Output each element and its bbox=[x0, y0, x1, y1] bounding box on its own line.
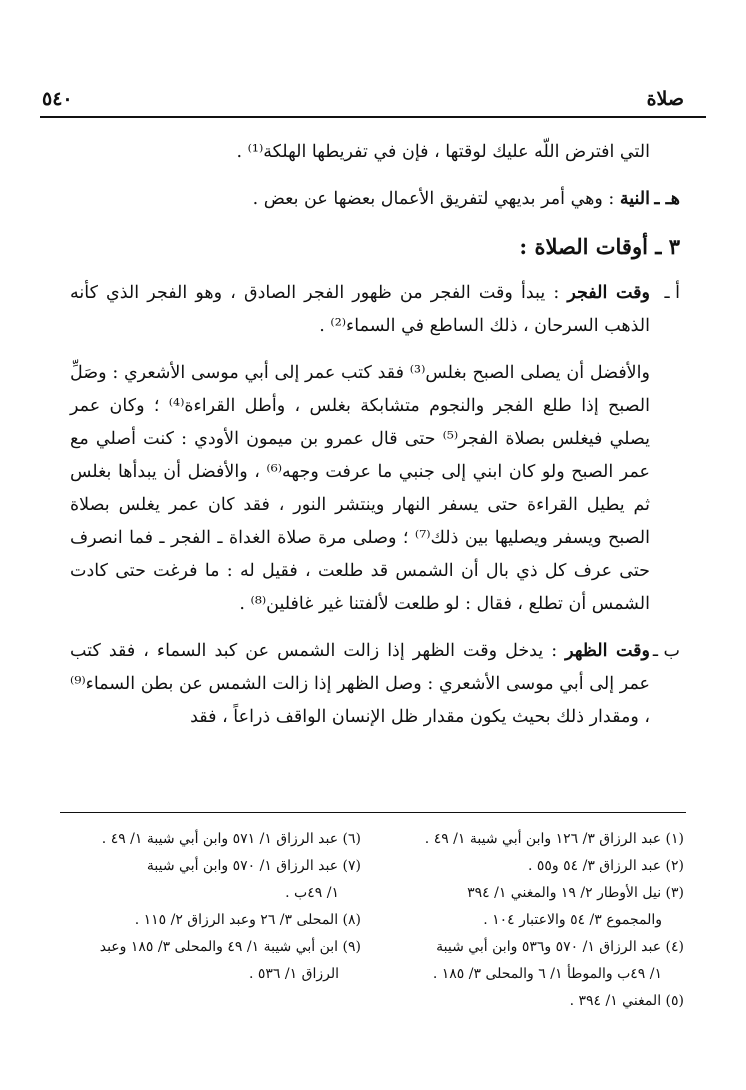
paragraph-fajr-detail: والأفضل أن يصلى الصبح بغلس⁽³⁾ فقد كتب عمر إلى أبي موسى الأشعري : وصَلِّ الصبح إذا طلع الفجر والنجوم متشابكة بغلس ، وأطل القراءة⁽⁴⁾ ؛ وكان عمر يصلي فيغلس بصلاة الفجر⁽⁵⁾ حتى قال عمرو بن ميمون الأودي : كنت أصلي مع عمر الصبح ولو كان ابني إلى جنبي ما عرفت وجهه⁽⁶⁾ ، والأفضل أن يبدأها بغلس ثم يطيل القراءة حتى يسفر النهار وينتشر النور ، فقد كان عمر يغلس بصلاة الصبح ويسفر ويصليها بين ذلك⁽⁷⁾ ؛ وصلى مرة صلاة الغداة ـ الفجر ـ فما انصرف حتى عرف كل ذي بال أن الشمس قد طلعت ، فقيل له : ما فرغت حتى كادت الشمس أن تطلع ، فقال : لو طلعت لألفتنا غير غافلين⁽⁸⁾ . bbox=[70, 363, 651, 614]
item-term: وقت الظهر bbox=[565, 641, 650, 661]
item-fajr bbox=[70, 277, 680, 343]
item-content bbox=[70, 183, 650, 216]
footnotes-left-column bbox=[58, 826, 361, 1015]
footnotes-right-column bbox=[361, 826, 684, 1015]
footnote: (٦) عبد الرزاق ١/ ٥٧١ وابن أبي شيبة ١/ ٤٩ . bbox=[101, 831, 361, 847]
header-rule bbox=[40, 116, 706, 118]
footnote-continuation: الرزاق ١/ ٥٣٦ . bbox=[248, 966, 339, 982]
footnote: (١) عبد الرزاق ٣/ ١٢٦ وابن أبي شيبة ١/ ٤٩ . bbox=[424, 831, 684, 847]
main-text bbox=[70, 136, 680, 748]
item-text: : وهي أمر بديهي لتفريق الأعمال بعضها عن بعض . bbox=[252, 189, 620, 209]
footnote: (٥) المغني ١/ ٣٩٤ . bbox=[569, 993, 684, 1009]
item-marker: ب ـ bbox=[652, 641, 680, 661]
item-marker: أ ـ bbox=[664, 283, 680, 303]
running-title: صلاة bbox=[646, 88, 684, 110]
item-marker: هـ ـ bbox=[654, 189, 680, 209]
footnote-continuation: والمجموع ٣/ ٥٤ والاعتبار ١٠٤ . bbox=[483, 912, 662, 928]
footnote-continuation: ١/ ٤٩ب والموطأ ١/ ٦ والمحلى ٣/ ١٨٥ . bbox=[432, 966, 662, 982]
item-dhuhr bbox=[70, 635, 680, 734]
item-text: : يدخل وقت الظهر إذا زالت الشمس عن كبد السماء ، فقد كتب عمر إلى أبي موسى الأشعري : وصل الظهر إذا زالت الشمس عن بطن السماء⁽⁹⁾ ، ومقدار ذلك بحيث يكون مقدار ظل الإنسان الواقف ذراعاً ، فقد bbox=[70, 641, 650, 727]
item-niyya bbox=[70, 183, 680, 216]
footnote: (٢) عبد الرزاق ٣/ ٥٤ و٥٥ . bbox=[527, 858, 684, 874]
footnote-continuation: ١/ ٤٩ب . bbox=[285, 885, 339, 901]
item-content bbox=[70, 277, 650, 343]
footnote-rule bbox=[60, 812, 686, 813]
footnote: (٩) ابن أبي شيبة ١/ ٤٩ والمحلى ٣/ ١٨٥ وعبد bbox=[99, 939, 361, 955]
paragraph-continuation: التي افترض اللّه عليك لوقتها ، فإن في تفريطها الهلكة⁽¹⁾ . bbox=[236, 142, 650, 162]
item-term: وقت الفجر bbox=[567, 283, 650, 303]
footnote: (٨) المحلى ٣/ ٢٦ وعبد الرزاق ٢/ ١١٥ . bbox=[134, 912, 361, 928]
footnote: (٤) عبد الرزاق ١/ ٥٧٠ و٥٣٦ وابن أبي شيبة bbox=[436, 939, 684, 955]
footnotes bbox=[58, 826, 684, 1015]
item-content bbox=[70, 635, 650, 734]
item-term: النية bbox=[619, 189, 650, 209]
page-number: ٥٤٠ bbox=[42, 88, 73, 110]
item-text: : يبدأ وقت الفجر من ظهور الفجر الصادق ، وهو الفجر الذي كأنه الذهب السرحان ، ذلك الساطع في السماء⁽²⁾ . bbox=[70, 283, 650, 336]
footnote: (٣) نيل الأوطار ٢/ ١٩ والمغني ١/ ٣٩٤ bbox=[467, 885, 684, 901]
section-heading: ٣ ـ أوقات الصلاة : bbox=[519, 234, 680, 259]
footnote: (٧) عبد الرزاق ١/ ٥٧٠ وابن أبي شيبة bbox=[146, 858, 361, 874]
